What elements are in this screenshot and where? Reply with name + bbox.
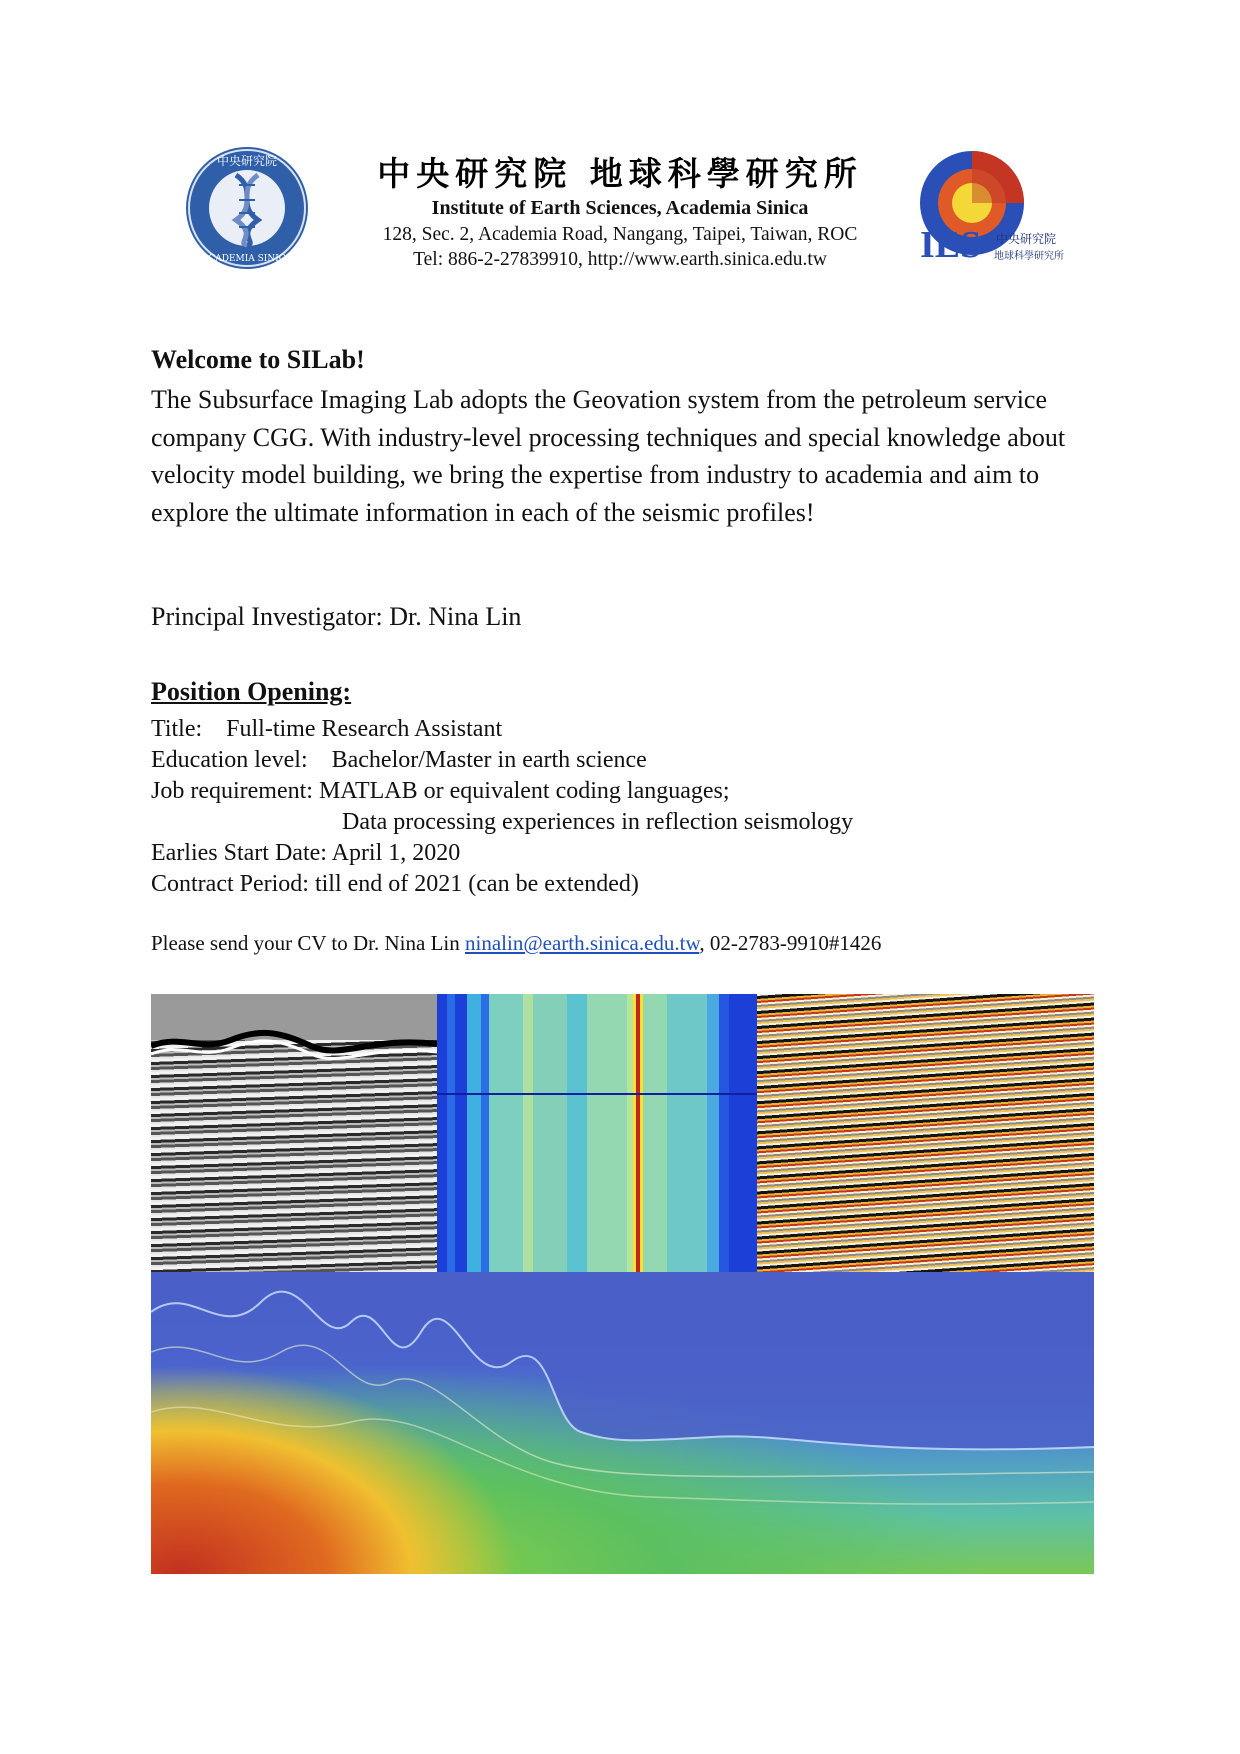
job-requirement-continued: Data processing experiences in reflection seismology	[342, 809, 854, 835]
velocity-gather-panel	[437, 994, 757, 1272]
job-requirement: Job requirement: MATLAB or equivalent coding languages;	[151, 778, 730, 804]
grayscale-seismic-section	[151, 994, 437, 1272]
contract-period: Contract Period: till end of 2021 (can be extended)	[151, 871, 639, 897]
svg-text:ACADEMIA SINICA: ACADEMIA SINICA	[201, 254, 293, 264]
position-opening-heading: Position Opening:	[151, 677, 352, 706]
contact-line	[151, 931, 881, 956]
contact-phone: , 02-2783-9910#1426	[699, 931, 882, 955]
email-link[interactable]: ninalin@earth.sinica.edu.tw	[465, 931, 700, 955]
velocity-model-overlay	[151, 1272, 1094, 1574]
ies-logo	[912, 145, 1070, 275]
svg-text:IES: IES	[920, 224, 982, 266]
position-title: Title: Full-time Research Assistant	[151, 716, 503, 742]
institute-name-english: Institute of Earth Sciences, Academia Sinica	[431, 197, 809, 219]
institute-name-chinese: 中央研究院 地球科學研究所	[377, 154, 863, 193]
education-level: Education level: Bachelor/Master in earth science	[151, 747, 647, 773]
academia-sinica-logo	[184, 145, 310, 271]
intro-paragraph: The Subsurface Imaging Lab adopts the Geovation system from the petroleum service company CGG. With industry-level processing techniques and special knowledge about velocity model building, we bring the expertise from industry to academia and aim to explore the ultimate information in each of the seismic profiles!	[151, 385, 1066, 527]
svg-text:中央研究院: 中央研究院	[216, 154, 278, 168]
horizon-line	[437, 1093, 757, 1095]
institute-contact: Tel: 886-2-27839910, http://www.earth.sinica.edu.tw	[413, 249, 827, 270]
earliest-start-date: Earlies Start Date: April 1, 2020	[151, 840, 461, 866]
svg-text:地球科學研究所: 地球科學研究所	[994, 251, 1064, 262]
welcome-heading: Welcome to SILab!	[151, 345, 365, 374]
seismic-image-mosaic	[151, 994, 1094, 1574]
institute-address: 128, Sec. 2, Academia Road, Nangang, Taipei, Taiwan, ROC	[382, 224, 858, 245]
contact-prefix: Please send your CV to Dr. Nina Lin	[151, 931, 465, 955]
color-seismic-section	[757, 994, 1094, 1272]
principal-investigator: Principal Investigator: Dr. Nina Lin	[151, 602, 522, 631]
svg-text:中央研究院: 中央研究院	[996, 232, 1057, 246]
